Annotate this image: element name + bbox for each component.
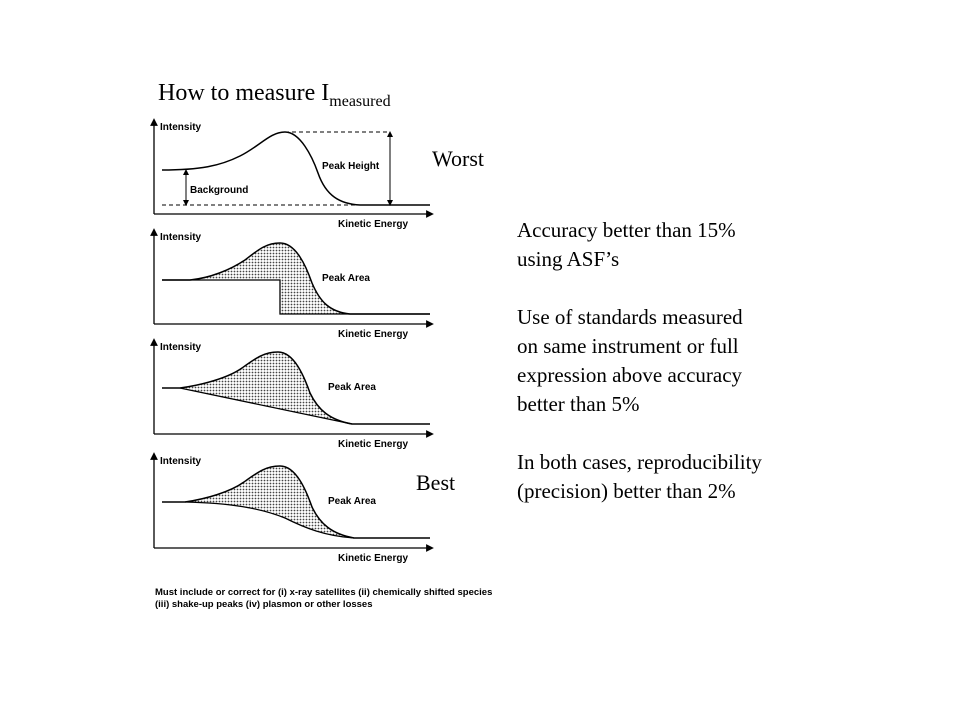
accuracy-notes (517, 216, 837, 535)
x-axis-label: Kinetic Energy (338, 553, 409, 564)
peak-area-label: Peak Area (328, 496, 376, 507)
step-background-panel (140, 228, 440, 338)
peak-area-label: Peak Area (328, 382, 376, 393)
worst-label: Worst (432, 146, 485, 171)
peak-height-panel (140, 118, 440, 228)
y-axis-label: Intensity (160, 342, 202, 353)
note-reproducibility: In both cases, reproducibility (precision) better than 2% (517, 450, 762, 503)
note-standards-accuracy: Use of standards measured on same instrument or full expression above accuracy better than 5% (517, 305, 743, 416)
x-axis-label: Kinetic Energy (338, 439, 409, 450)
footnote: Must include or correct for (i) x-ray satellites (ii) chemically shifted species (iii) shake-up peaks (iv) plasmon or other losses (155, 587, 493, 610)
y-axis-label: Intensity (160, 232, 202, 243)
y-axis-label: Intensity (160, 456, 202, 467)
shirley-background-panel (140, 452, 440, 562)
note-asf-accuracy: Accuracy better than 15% using ASF’s (517, 218, 736, 271)
x-axis-label: Kinetic Energy (338, 219, 409, 230)
y-axis-label: Intensity (160, 122, 202, 133)
linear-background-panel (140, 338, 440, 448)
title-subscript: measured (329, 93, 391, 110)
best-label: Best (416, 470, 456, 495)
page-title: How to measure $I_{measured}$ (158, 80, 391, 110)
peak-area-label: Peak Area (322, 273, 370, 284)
x-axis-label: Kinetic Energy (338, 329, 409, 340)
background-label: Background (190, 185, 249, 196)
peak-height-label: Peak Height (322, 161, 380, 172)
